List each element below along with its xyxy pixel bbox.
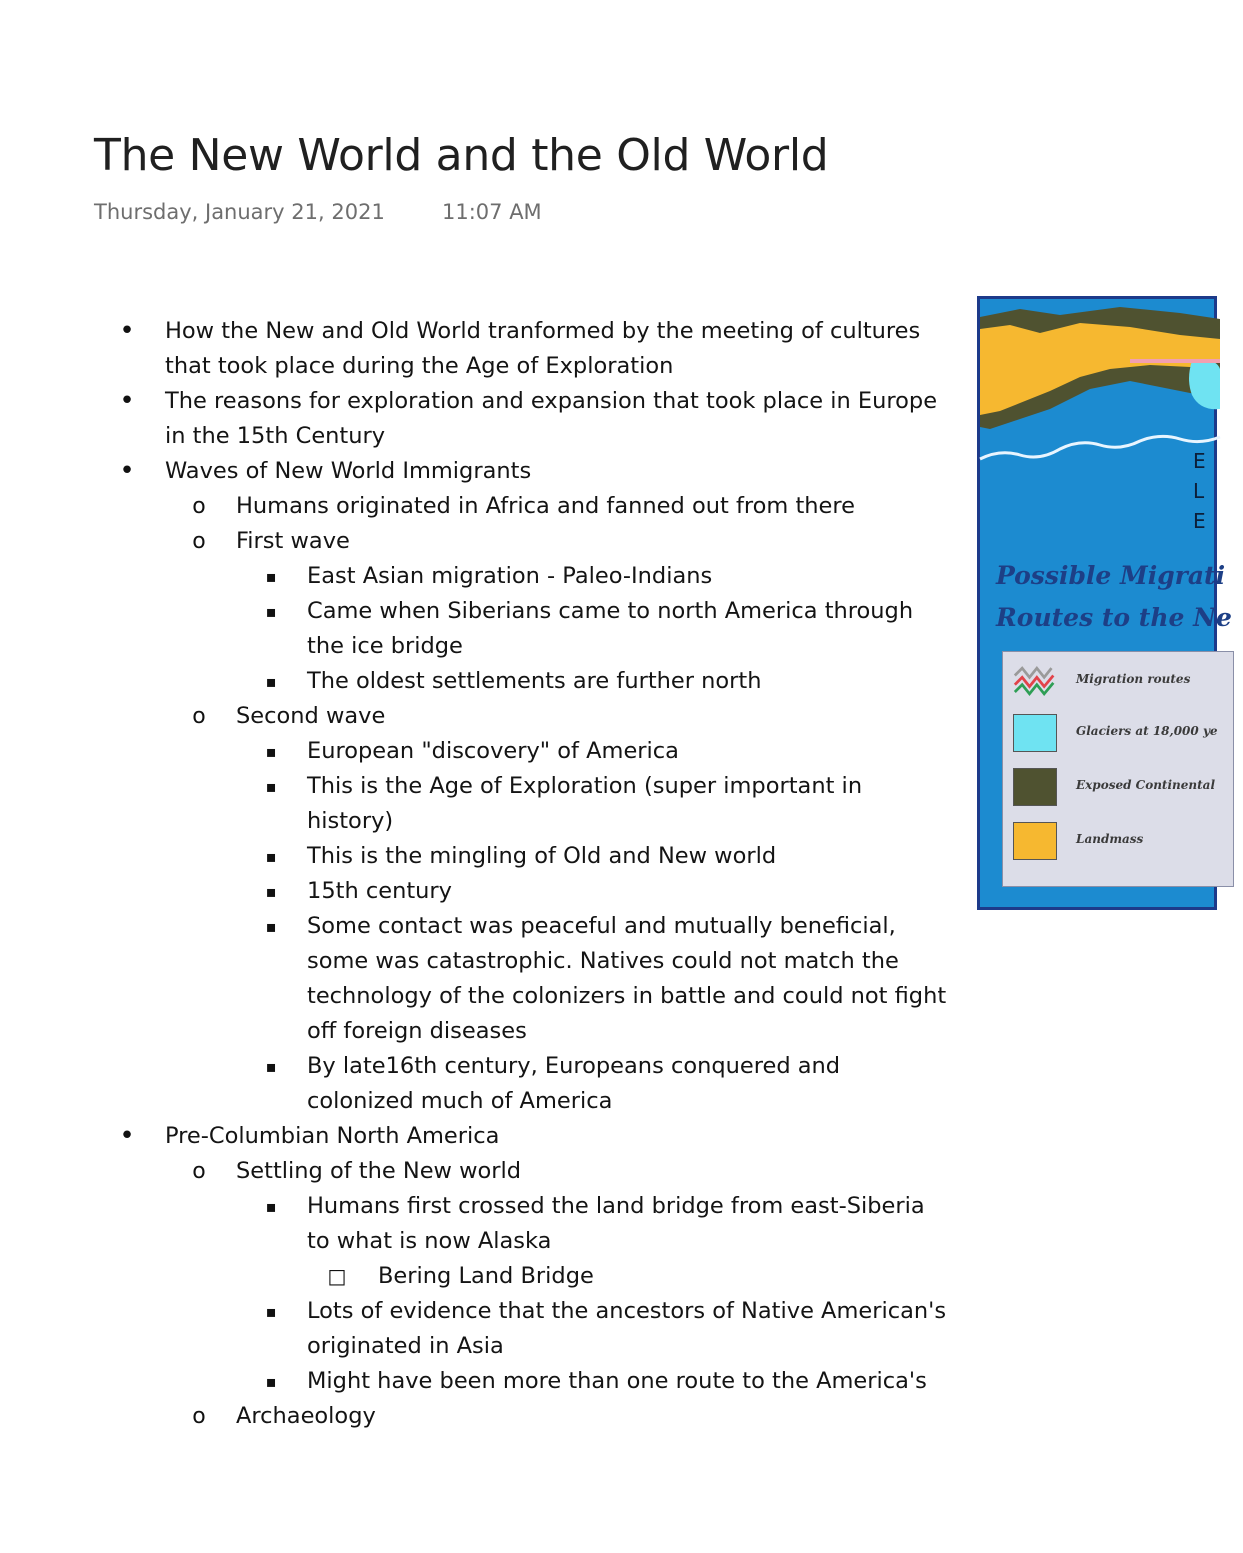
outline-line-level-2 bbox=[0, 524, 975, 559]
legend-label: Glaciers at 18,000 ye bbox=[1076, 724, 1218, 738]
outline-line-level-1 bbox=[0, 314, 975, 349]
outline-text: How the New and Old World tranformed by the meeting of cultures bbox=[165, 318, 921, 344]
routes-icon bbox=[1013, 662, 1057, 700]
outline-line-level-2 bbox=[0, 489, 975, 524]
bullet-level-3-icon: ▪ bbox=[265, 1302, 277, 1321]
outline-text: Archaeology bbox=[236, 1403, 376, 1429]
outline-line-level-3 bbox=[0, 1084, 975, 1119]
legend-item-landmass bbox=[1013, 822, 1243, 862]
outline-line-level-3 bbox=[0, 979, 975, 1014]
bullet-level-1-icon: • bbox=[119, 316, 135, 346]
outline-line-level-1 bbox=[0, 384, 975, 419]
bullet-level-1-icon: • bbox=[119, 386, 135, 416]
outline-line-level-3 bbox=[0, 1014, 975, 1049]
outline-line-level-3 bbox=[0, 629, 975, 664]
bullet-level-3-icon: ▪ bbox=[265, 917, 277, 936]
page-title: The New World and the Old World bbox=[94, 130, 829, 181]
bullet-level-3-icon: ▪ bbox=[265, 672, 277, 691]
outline-text: The reasons for exploration and expansion that took place in Europe bbox=[165, 388, 938, 414]
bullet-level-2-icon: o bbox=[192, 529, 206, 554]
bullet-level-3-icon: ▪ bbox=[265, 602, 277, 621]
outline-line-level-3 bbox=[0, 1329, 975, 1364]
outline-line-level-3 bbox=[0, 664, 975, 699]
outline-line-level-1 bbox=[0, 454, 975, 489]
bullet-level-3-icon: ▪ bbox=[265, 882, 277, 901]
bullet-level-3-icon: ▪ bbox=[265, 1057, 277, 1076]
outline-text: that took place during the Age of Exploration bbox=[165, 353, 674, 379]
outline-line-level-2 bbox=[0, 699, 975, 734]
map-edge-letter: E bbox=[1193, 449, 1206, 473]
outline-text: Might have been more than one route to the America's bbox=[307, 1368, 927, 1394]
outline-text: history) bbox=[307, 808, 394, 834]
outline-line-level-3 bbox=[0, 839, 975, 874]
outline-line-level-4 bbox=[0, 1259, 975, 1294]
outline-line-level-3 bbox=[0, 734, 975, 769]
outline-text: technology of the colonizers in battle and could not fight bbox=[307, 983, 947, 1009]
outline-line-level-2 bbox=[0, 1399, 975, 1434]
bullet-level-3-icon: ▪ bbox=[265, 847, 277, 866]
bullet-level-1-icon: • bbox=[119, 456, 135, 486]
bullet-level-3-icon: ▪ bbox=[265, 1197, 277, 1216]
outline-text: First wave bbox=[236, 528, 350, 554]
page-time: 11:07 AM bbox=[442, 200, 542, 224]
outline-text: Second wave bbox=[236, 703, 386, 729]
outline-line-level-3 bbox=[0, 909, 975, 944]
outline-text: This is the Age of Exploration (super important in bbox=[307, 773, 863, 799]
shelf-swatch bbox=[1013, 768, 1057, 806]
outline-line-level-3 bbox=[0, 944, 975, 979]
outline-text: Humans originated in Africa and fanned out from there bbox=[236, 493, 855, 519]
outline-line-level-1 bbox=[0, 349, 975, 384]
outline-text: This is the mingling of Old and New world bbox=[307, 843, 777, 869]
map-title-line2: Routes to the Ne bbox=[996, 603, 1232, 632]
outline-text: in the 15th Century bbox=[165, 423, 386, 449]
bullet-level-3-icon: ▪ bbox=[265, 777, 277, 796]
outline-text: Settling of the New world bbox=[236, 1158, 522, 1184]
bullet-level-3-icon: ▪ bbox=[265, 567, 277, 586]
notes-outline bbox=[0, 314, 975, 1434]
outline-text: Pre-Columbian North America bbox=[165, 1123, 500, 1149]
outline-text: the ice bridge bbox=[307, 633, 463, 659]
outline-text: Bering Land Bridge bbox=[378, 1263, 594, 1289]
migration-map-image bbox=[977, 296, 1232, 910]
bullet-level-4-icon: □ bbox=[327, 1264, 347, 1288]
outline-text: Some contact was peaceful and mutually beneficial, bbox=[307, 913, 896, 939]
outline-text: European "discovery" of America bbox=[307, 738, 679, 764]
outline-text: By late16th century, Europeans conquered and bbox=[307, 1053, 841, 1079]
bullet-level-2-icon: o bbox=[192, 1159, 206, 1184]
legend-label: Migration routes bbox=[1076, 672, 1191, 686]
outline-line-level-3 bbox=[0, 594, 975, 629]
map-legend bbox=[1002, 651, 1234, 887]
outline-text: Humans first crossed the land bridge from east-Siberia bbox=[307, 1193, 925, 1219]
glacier-area bbox=[1189, 360, 1220, 409]
outline-text: Lots of evidence that the ancestors of Native American's bbox=[307, 1298, 947, 1324]
legend-label: Landmass bbox=[1076, 832, 1144, 846]
bullet-level-1-icon: • bbox=[119, 1121, 135, 1151]
outline-line-level-3 bbox=[0, 1224, 975, 1259]
map-edge-letter: E bbox=[1193, 509, 1206, 533]
outline-text: Came when Siberians came to north America through bbox=[307, 598, 914, 624]
outline-text: colonized much of America bbox=[307, 1088, 613, 1114]
outline-text: to what is now Alaska bbox=[307, 1228, 552, 1254]
outline-line-level-2 bbox=[0, 1154, 975, 1189]
outline-text: The oldest settlements are further north bbox=[307, 668, 762, 694]
outline-line-level-3 bbox=[0, 559, 975, 594]
outline-text: Waves of New World Immigrants bbox=[165, 458, 532, 484]
bullet-level-3-icon: ▪ bbox=[265, 1372, 277, 1391]
outline-text: some was catastrophic. Natives could not match the bbox=[307, 948, 899, 974]
bullet-level-2-icon: o bbox=[192, 494, 206, 519]
legend-label: Exposed Continental bbox=[1076, 778, 1215, 792]
outline-text: off foreign diseases bbox=[307, 1018, 527, 1044]
outline-text: originated in Asia bbox=[307, 1333, 504, 1359]
outline-line-level-3 bbox=[0, 769, 975, 804]
map-edge-letter: L bbox=[1193, 479, 1205, 503]
glacier-swatch bbox=[1013, 714, 1057, 752]
bullet-level-3-icon: ▪ bbox=[265, 742, 277, 761]
bullet-level-2-icon: o bbox=[192, 704, 206, 729]
outline-line-level-3 bbox=[0, 1189, 975, 1224]
page-date: Thursday, January 21, 2021 bbox=[94, 200, 385, 224]
outline-line-level-1 bbox=[0, 1119, 975, 1154]
map-title-line1: Possible Migrati bbox=[996, 561, 1226, 590]
outline-line-level-1 bbox=[0, 419, 975, 454]
outline-line-level-3 bbox=[0, 1364, 975, 1399]
legend-item-shelf bbox=[1013, 768, 1243, 808]
outline-line-level-3 bbox=[0, 804, 975, 839]
outline-line-level-3 bbox=[0, 874, 975, 909]
legend-item-glaciers bbox=[1013, 714, 1243, 754]
bullet-level-2-icon: o bbox=[192, 1404, 206, 1429]
outline-line-level-3 bbox=[0, 1294, 975, 1329]
outline-text: East Asian migration - Paleo-Indians bbox=[307, 563, 713, 589]
landmass-swatch bbox=[1013, 822, 1057, 860]
outline-text: 15th century bbox=[307, 878, 452, 904]
coastline-wave bbox=[980, 436, 1220, 459]
legend-item-migration-routes bbox=[1013, 662, 1243, 702]
outline-line-level-3 bbox=[0, 1049, 975, 1084]
